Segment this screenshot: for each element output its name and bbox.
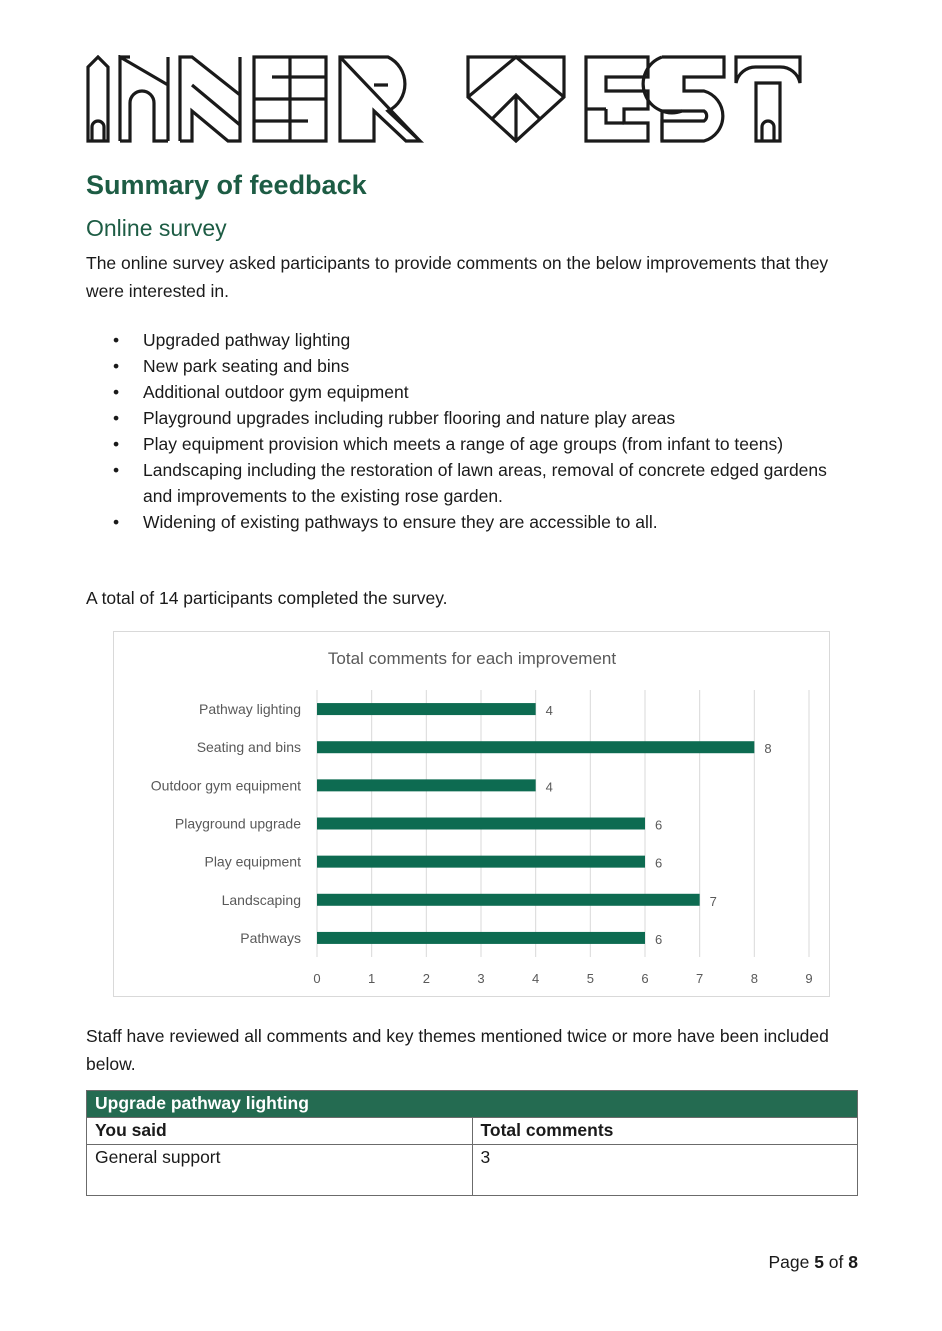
bar <box>317 856 645 868</box>
bar <box>317 703 536 715</box>
x-tick-label: 2 <box>422 971 430 986</box>
bullet-icon: • <box>113 512 120 532</box>
data-label: 6 <box>655 817 663 833</box>
x-tick-label: 1 <box>368 971 376 986</box>
data-label: 6 <box>655 855 663 871</box>
improvements-list <box>86 327 856 535</box>
list-item: • Playground upgrades including rubber flooring and nature play areas <box>86 405 856 431</box>
list-item: • Upgraded pathway lighting <box>86 327 856 353</box>
themes-table <box>86 1090 858 1196</box>
table-title: Upgrade pathway lighting <box>87 1091 858 1118</box>
category-label: Pathways <box>240 929 301 946</box>
chart-title: Total comments for each improvement <box>327 649 617 668</box>
x-tick-label: 8 <box>750 971 758 986</box>
x-tick-label: 0 <box>313 971 321 986</box>
list-item: • Widening of existing pathways to ensure they are accessible to all. <box>86 509 856 535</box>
x-tick-label: 5 <box>586 971 594 986</box>
category-label: Landscaping <box>221 891 301 908</box>
bullet-icon: • <box>113 330 120 350</box>
table-cell-you-said: General support <box>87 1145 473 1196</box>
column-header-total-comments: Total comments <box>472 1118 858 1145</box>
bar <box>317 779 536 791</box>
bullet-icon: • <box>113 408 120 428</box>
list-item: • New park seating and bins <box>86 353 856 379</box>
bullet-icon: • <box>113 460 120 480</box>
bullet-icon: • <box>113 356 120 376</box>
bar <box>317 894 700 906</box>
bullet-icon: • <box>113 434 120 454</box>
total-pages: 8 <box>848 1252 858 1272</box>
staff-paragraph: Staff have reviewed all comments and key themes mentioned twice or more have been included below. <box>86 1026 829 1074</box>
participants-total: A total of 14 participants completed the survey. <box>86 588 448 608</box>
category-label: Outdoor gym equipment <box>150 777 301 794</box>
x-tick-label: 9 <box>805 971 813 986</box>
x-tick-label: 6 <box>641 971 649 986</box>
data-label: 4 <box>545 779 553 795</box>
category-label: Pathway lighting <box>199 701 301 718</box>
comments-chart-svg <box>114 632 831 998</box>
page-number: Page 5 of 8 <box>768 1252 858 1272</box>
intro-paragraph: The online survey asked participants to provide comments on the below improvements that they were interested in. <box>86 253 829 301</box>
column-header-you-said: You said <box>87 1118 473 1145</box>
bar <box>317 932 645 944</box>
data-label: 8 <box>764 741 772 757</box>
table-cell-total-comments: 3 <box>472 1145 858 1196</box>
data-label: 6 <box>655 931 663 947</box>
data-label: 7 <box>709 893 717 909</box>
bullet-icon: • <box>113 382 120 402</box>
category-label: Playground upgrade <box>174 815 301 832</box>
category-label: Play equipment <box>204 853 301 870</box>
section-subheading: Online survey <box>86 215 227 241</box>
bar <box>317 818 645 830</box>
page-heading: Summary of feedback <box>86 170 367 200</box>
table-row <box>87 1145 858 1196</box>
x-tick-label: 7 <box>696 971 704 986</box>
comments-chart <box>113 631 830 997</box>
inner-west-logo <box>84 55 802 143</box>
data-label: 4 <box>545 703 553 719</box>
list-item: • Landscaping including the restoration of lawn areas, removal of concrete edged gardens and improvements to the existing rose garden. <box>86 457 856 509</box>
current-page: 5 <box>814 1252 824 1272</box>
list-item: • Play equipment provision which meets a range of age groups (from infant to teens) <box>86 431 856 457</box>
category-label: Seating and bins <box>196 739 301 756</box>
x-tick-label: 4 <box>532 971 540 986</box>
x-tick-label: 3 <box>477 971 485 986</box>
list-item: • Additional outdoor gym equipment <box>86 379 856 405</box>
bar <box>317 741 754 753</box>
